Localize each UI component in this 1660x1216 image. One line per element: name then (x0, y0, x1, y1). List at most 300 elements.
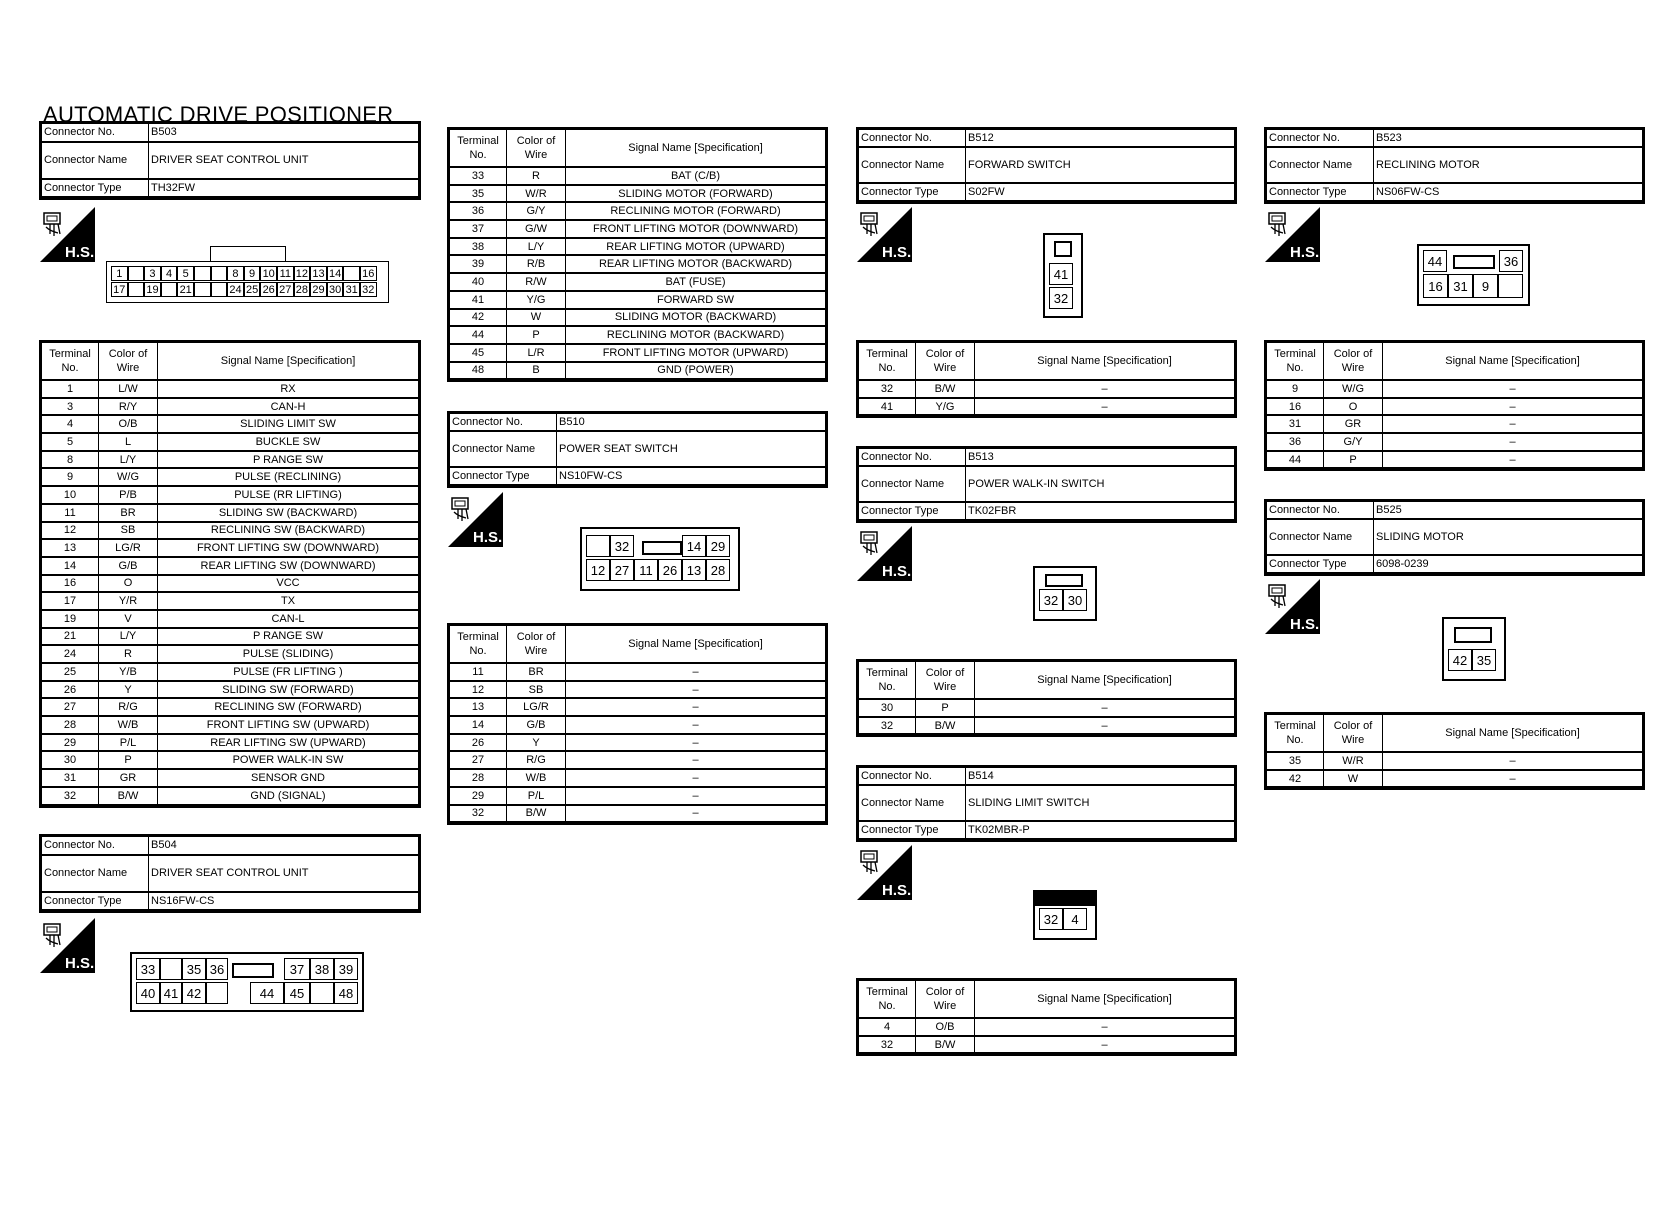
pin-label (586, 535, 610, 557)
wire-color-cell: R/Y (99, 398, 158, 416)
wire-color-cell: P/B (99, 486, 158, 504)
table-row (42, 504, 419, 522)
terminal-no-cell: 32 (859, 380, 916, 398)
pin-label: 4 (1063, 908, 1087, 930)
pin-label: 12 (586, 559, 610, 581)
pin-label (128, 266, 145, 281)
signal-name-header: Signal Name [Specification] (566, 130, 826, 168)
connector-no-value: B504 (149, 837, 419, 855)
hs-icon (857, 207, 912, 262)
wire-color-cell: W/R (1324, 752, 1383, 770)
pin-label (128, 282, 145, 297)
terminal-no-cell: 1 (42, 380, 99, 398)
table-row (42, 486, 419, 504)
terminal-no-cell: 32 (450, 805, 507, 823)
hs-symbol (1265, 207, 1320, 262)
table-row (42, 415, 419, 433)
signal-name-cell: SLIDING MOTOR (BACKWARD) (566, 309, 826, 327)
signal-name-cell: – (566, 716, 826, 734)
connector-latch-slot (1454, 627, 1492, 643)
pin-label: 28 (706, 559, 730, 581)
terminal-no-cell: 9 (1267, 380, 1324, 398)
table-row (42, 539, 419, 557)
connector-face-b504 (130, 952, 364, 1012)
connector-no-label: Connector No. (42, 837, 149, 855)
wire-color-cell: O/B (99, 415, 158, 433)
pin-label: 29 (310, 282, 327, 297)
terminal-no-cell: 35 (450, 185, 507, 203)
pin-label: 14 (327, 266, 344, 281)
hs-symbol (40, 207, 95, 262)
terminal-no-cell: 16 (42, 575, 99, 593)
terminal-no-cell: 45 (450, 344, 507, 362)
table-row (42, 557, 419, 575)
connector-name-value: POWER WALK-IN SWITCH (966, 466, 1235, 502)
terminal-no-cell: 11 (450, 663, 507, 681)
signal-name-cell: P RANGE SW (158, 451, 419, 469)
terminal-no-cell: 27 (42, 698, 99, 716)
terminal-no-header: Terminal No. (1267, 343, 1324, 381)
connector-face-b513 (1033, 566, 1097, 621)
pin-label: 30 (327, 282, 344, 297)
pin-label: 24 (227, 282, 244, 297)
terminal-no-cell: 13 (42, 539, 99, 557)
table-row (1267, 451, 1643, 469)
pin-label: 26 (658, 559, 682, 581)
signal-name-header: Signal Name [Specification] (975, 662, 1235, 700)
signal-name-cell: P RANGE SW (158, 628, 419, 646)
pin-label: 17 (111, 282, 128, 297)
signal-name-cell: – (975, 398, 1235, 416)
wire-color-cell: Y/G (507, 291, 566, 309)
terminal-no-cell: 42 (450, 309, 507, 327)
signal-name-cell: REAR LIFTING SW (DOWNWARD) (158, 557, 419, 575)
wire-color-cell: BR (507, 663, 566, 681)
terminal-no-cell: 33 (450, 167, 507, 185)
signal-name-cell: – (566, 787, 826, 805)
terminal-no-cell: 32 (859, 717, 916, 735)
color-of-wire-header: Color of Wire (916, 662, 975, 700)
wire-color-cell: Y (507, 734, 566, 752)
table-row (1267, 380, 1643, 398)
terminal-no-cell: 29 (450, 787, 507, 805)
signal-name-cell: – (566, 751, 826, 769)
wire-color-cell: L/Y (507, 238, 566, 256)
table-row (450, 787, 826, 805)
terminal-no-header: Terminal No. (859, 343, 916, 381)
connector-no-value: B513 (966, 449, 1235, 467)
signal-name-cell: – (566, 681, 826, 699)
connector-name-label: Connector Name (42, 855, 149, 892)
terminal-no-cell: 8 (42, 451, 99, 469)
hs-icon (857, 526, 912, 581)
signal-name-cell: CAN-L (158, 610, 419, 628)
page-title: AUTOMATIC DRIVE POSITIONER (43, 102, 394, 127)
connector-type-label: Connector Type (42, 179, 149, 197)
color-of-wire-header: Color of Wire (1324, 715, 1383, 753)
table-row (1267, 415, 1643, 433)
terminal-no-cell: 11 (42, 504, 99, 522)
pin-label: 5 (177, 266, 194, 281)
terminal-no-header: Terminal No. (450, 130, 507, 168)
wire-color-cell: Y/R (99, 592, 158, 610)
table-row (859, 1018, 1235, 1036)
connector-latch (210, 246, 286, 262)
signal-name-cell: – (566, 663, 826, 681)
wire-color-cell: R/G (507, 751, 566, 769)
pin-label: 39 (334, 958, 358, 980)
table-row (450, 291, 826, 309)
pin-label: 32 (610, 535, 634, 557)
terminal-no-cell: 26 (450, 734, 507, 752)
signal-name-cell: CAN-H (158, 398, 419, 416)
pin-label: 13 (310, 266, 327, 281)
pin-label: 33 (136, 958, 160, 980)
pin-label: 30 (1063, 589, 1087, 611)
signal-name-cell: FRONT LIFTING SW (UPWARD) (158, 716, 419, 734)
pin-label: 21 (177, 282, 194, 297)
connector-no-label: Connector No. (42, 124, 149, 142)
connector-face-b514 (1033, 890, 1097, 940)
pin-label (194, 282, 211, 297)
pin-label: 26 (260, 282, 277, 297)
table-row (1267, 770, 1643, 788)
terminal-no-cell: 31 (42, 769, 99, 787)
terminal-no-header: Terminal No. (859, 981, 916, 1019)
pin-label: 31 (1448, 274, 1473, 298)
hs-label: H.S. (473, 529, 503, 546)
wire-color-cell: R (507, 167, 566, 185)
hs-symbol (448, 492, 503, 547)
signal-name-header: Signal Name [Specification] (566, 626, 826, 664)
terminal-table-b504 (447, 127, 828, 382)
wire-color-cell: R/B (507, 255, 566, 273)
pin-label: 16 (360, 266, 377, 281)
terminal-no-cell: 4 (42, 415, 99, 433)
table-row (450, 273, 826, 291)
table-row (450, 716, 826, 734)
hs-label: H.S. (1290, 616, 1320, 633)
wire-color-cell: L/R (507, 344, 566, 362)
pin-label: 36 (1499, 250, 1523, 272)
wire-color-cell: P (916, 699, 975, 717)
wire-color-cell: L/Y (99, 451, 158, 469)
connector-type-value: TH32FW (149, 179, 419, 197)
table-row (859, 717, 1235, 735)
connector-header-b503 (39, 121, 421, 200)
signal-name-header: Signal Name [Specification] (975, 343, 1235, 381)
connector-no-value: B523 (1374, 130, 1643, 148)
wire-color-cell: W (1324, 770, 1383, 788)
terminal-no-cell: 44 (450, 326, 507, 344)
signal-name-cell: SENSOR GND (158, 769, 419, 787)
terminal-no-header: Terminal No. (42, 343, 99, 381)
table-row (42, 522, 419, 540)
terminal-no-cell: 38 (450, 238, 507, 256)
wire-color-cell: Y/G (916, 398, 975, 416)
hs-symbol (857, 526, 912, 581)
table-row (450, 309, 826, 327)
wire-color-cell: Y (99, 681, 158, 699)
terminal-no-cell: 17 (42, 592, 99, 610)
terminal-table-b525 (1264, 712, 1645, 790)
table-row (42, 628, 419, 646)
pin-label (343, 266, 360, 281)
connector-name-label: Connector Name (859, 785, 966, 821)
terminal-no-cell: 25 (42, 663, 99, 681)
table-row (450, 326, 826, 344)
connector-no-label: Connector No. (859, 130, 966, 148)
table-row (42, 451, 419, 469)
signal-name-cell: RECLINING MOTOR (BACKWARD) (566, 326, 826, 344)
signal-name-cell: – (975, 717, 1235, 735)
signal-name-cell: GND (SIGNAL) (158, 787, 419, 805)
connector-no-label: Connector No. (859, 449, 966, 467)
connector-name-label: Connector Name (450, 431, 557, 467)
table-row (859, 699, 1235, 717)
connector-type-label: Connector Type (42, 892, 149, 910)
terminal-no-cell: 28 (42, 716, 99, 734)
connector-name-label: Connector Name (1267, 519, 1374, 555)
table-row (450, 663, 826, 681)
terminal-no-cell: 21 (42, 628, 99, 646)
terminal-no-cell: 42 (1267, 770, 1324, 788)
signal-name-cell: VCC (158, 575, 419, 593)
terminal-no-cell: 5 (42, 433, 99, 451)
wire-color-cell: G/W (507, 220, 566, 238)
pin-label: 38 (310, 958, 334, 980)
table-row (450, 698, 826, 716)
terminal-no-cell: 36 (450, 202, 507, 220)
signal-name-cell: – (566, 769, 826, 787)
connector-no-label: Connector No. (450, 414, 557, 432)
table-row (42, 681, 419, 699)
terminal-no-cell: 24 (42, 645, 99, 663)
terminal-no-cell: 36 (1267, 433, 1324, 451)
pin-label: 13 (682, 559, 706, 581)
signal-name-cell: – (1383, 433, 1643, 451)
color-of-wire-header: Color of Wire (507, 626, 566, 664)
signal-name-cell: – (1383, 451, 1643, 469)
pin-label (1498, 274, 1523, 298)
connector-name-label: Connector Name (859, 466, 966, 502)
signal-name-header: Signal Name [Specification] (1383, 715, 1643, 753)
hs-icon (857, 845, 912, 900)
wire-color-cell: W/B (507, 769, 566, 787)
wire-color-cell: P/L (507, 787, 566, 805)
pin-label: 44 (1423, 250, 1447, 272)
wire-color-cell: GR (99, 769, 158, 787)
pin-label (211, 282, 228, 297)
connector-header-b514 (856, 765, 1237, 842)
hs-label: H.S. (882, 563, 912, 580)
wire-color-cell: B (507, 362, 566, 380)
connector-name-value: SLIDING LIMIT SWITCH (966, 785, 1235, 821)
hs-icon (1265, 579, 1320, 634)
connector-header-b510 (447, 411, 828, 488)
hs-symbol (857, 845, 912, 900)
pin-label: 32 (360, 282, 377, 297)
table-row (42, 751, 419, 769)
wire-color-cell: R (99, 645, 158, 663)
table-row (42, 734, 419, 752)
table-row (450, 344, 826, 362)
table-row (450, 255, 826, 273)
connector-name-label: Connector Name (1267, 147, 1374, 183)
pin-label: 11 (634, 559, 658, 581)
signal-name-cell: SLIDING MOTOR (FORWARD) (566, 185, 826, 203)
wire-color-cell: L (99, 433, 158, 451)
terminal-no-cell: 41 (859, 398, 916, 416)
hs-symbol (40, 918, 95, 973)
table-row (42, 433, 419, 451)
table-row (42, 380, 419, 398)
wire-color-cell: B/W (916, 717, 975, 735)
pin-label: 27 (277, 282, 294, 297)
table-row (450, 734, 826, 752)
connector-no-value: B503 (149, 124, 419, 142)
connector-no-label: Connector No. (859, 768, 966, 786)
wire-color-cell: R/G (99, 698, 158, 716)
signal-name-cell: RECLINING SW (FORWARD) (158, 698, 419, 716)
pin-label: 3 (144, 266, 161, 281)
pin-label: 1 (111, 266, 128, 281)
table-row (42, 716, 419, 734)
wire-color-cell: P (507, 326, 566, 344)
signal-name-cell: TX (158, 592, 419, 610)
wire-color-cell: W/G (1324, 380, 1383, 398)
connector-type-label: Connector Type (1267, 183, 1374, 201)
wire-color-cell: W/G (99, 468, 158, 486)
table-row (450, 238, 826, 256)
terminal-no-cell: 4 (859, 1018, 916, 1036)
wire-color-cell: G/Y (507, 202, 566, 220)
connector-no-value: B525 (1374, 502, 1643, 520)
signal-name-header: Signal Name [Specification] (975, 981, 1235, 1019)
wire-color-cell: B/W (916, 1036, 975, 1054)
signal-name-cell: – (975, 1018, 1235, 1036)
hs-icon (1265, 207, 1320, 262)
wire-color-cell: B/W (99, 787, 158, 805)
table-row (42, 769, 419, 787)
wire-color-cell: P/L (99, 734, 158, 752)
wire-color-cell: O/B (916, 1018, 975, 1036)
wire-color-cell: W/B (99, 716, 158, 734)
connector-header-b504-lower (39, 834, 421, 913)
wire-color-cell: P (99, 751, 158, 769)
connector-type-label: Connector Type (1267, 555, 1374, 573)
hs-icon (40, 207, 95, 262)
pin-label: 31 (343, 282, 360, 297)
signal-name-cell: FORWARD SW (566, 291, 826, 309)
signal-name-cell: SLIDING SW (BACKWARD) (158, 504, 419, 522)
pin-label: 12 (294, 266, 311, 281)
pin-label: 28 (294, 282, 311, 297)
terminal-no-cell: 12 (42, 522, 99, 540)
terminal-table-b513 (856, 659, 1237, 737)
terminal-table-b510 (447, 623, 828, 825)
pin-label: 32 (1049, 287, 1073, 309)
table-row (42, 698, 419, 716)
terminal-no-cell: 12 (450, 681, 507, 699)
signal-name-cell: – (1383, 398, 1643, 416)
signal-name-cell: – (1383, 752, 1643, 770)
table-row (1267, 752, 1643, 770)
terminal-no-header: Terminal No. (450, 626, 507, 664)
pin-label: 4 (161, 266, 178, 281)
pin-label: 42 (1448, 649, 1472, 671)
connector-name-value: RECLINING MOTOR (1374, 147, 1643, 183)
signal-name-cell: RECLINING MOTOR (FORWARD) (566, 202, 826, 220)
connector-name-value: DRIVER SEAT CONTROL UNIT (149, 142, 419, 179)
wire-color-cell: G/B (507, 716, 566, 734)
signal-name-cell: FRONT LIFTING SW (DOWNWARD) (158, 539, 419, 557)
table-row (42, 645, 419, 663)
signal-name-cell: RECLINING SW (BACKWARD) (158, 522, 419, 540)
hs-label: H.S. (882, 244, 912, 261)
wire-color-cell: LG/R (507, 698, 566, 716)
hs-symbol (1265, 579, 1320, 634)
terminal-no-cell: 41 (450, 291, 507, 309)
connector-face-b510 (580, 527, 740, 591)
signal-name-cell: POWER WALK-IN SW (158, 751, 419, 769)
connector-name-label: Connector Name (42, 142, 149, 179)
signal-name-cell: REAR LIFTING MOTOR (UPWARD) (566, 238, 826, 256)
connector-type-label: Connector Type (859, 821, 966, 839)
signal-name-cell: RX (158, 380, 419, 398)
connector-type-label: Connector Type (859, 502, 966, 520)
table-row (450, 185, 826, 203)
wire-color-cell: G/B (99, 557, 158, 575)
connector-latch-slot (232, 963, 274, 978)
table-row (42, 610, 419, 628)
terminal-no-cell: 10 (42, 486, 99, 504)
terminal-table-b503 (39, 340, 421, 808)
signal-name-cell: SLIDING LIMIT SW (158, 415, 419, 433)
wire-color-cell: L/W (99, 380, 158, 398)
hs-label: H.S. (65, 244, 95, 261)
signal-name-cell: GND (POWER) (566, 362, 826, 380)
connector-name-value: FORWARD SWITCH (966, 147, 1235, 183)
signal-name-cell: FRONT LIFTING MOTOR (DOWNWARD) (566, 220, 826, 238)
terminal-no-header: Terminal No. (1267, 715, 1324, 753)
terminal-table-b523 (1264, 340, 1645, 471)
table-row (450, 769, 826, 787)
table-row (42, 592, 419, 610)
signal-name-cell: BUCKLE SW (158, 433, 419, 451)
hs-symbol (857, 207, 912, 262)
connector-header-b523 (1264, 127, 1645, 204)
terminal-no-cell: 31 (1267, 415, 1324, 433)
terminal-no-cell: 29 (42, 734, 99, 752)
signal-name-cell: – (975, 1036, 1235, 1054)
table-row (450, 805, 826, 823)
terminal-table-b514 (856, 978, 1237, 1056)
wire-color-cell: G/Y (1324, 433, 1383, 451)
terminal-no-cell: 3 (42, 398, 99, 416)
pin-label: 11 (277, 266, 294, 281)
terminal-no-cell: 30 (859, 699, 916, 717)
pin-label: 10 (260, 266, 277, 281)
table-row (450, 681, 826, 699)
connector-type-value: TK02MBR-P (966, 821, 1235, 839)
terminal-no-cell: 28 (450, 769, 507, 787)
signal-name-cell: – (1383, 415, 1643, 433)
terminal-no-cell: 26 (42, 681, 99, 699)
connector-no-label: Connector No. (1267, 130, 1374, 148)
pin-label: 14 (682, 535, 706, 557)
connector-housing (1035, 892, 1095, 906)
